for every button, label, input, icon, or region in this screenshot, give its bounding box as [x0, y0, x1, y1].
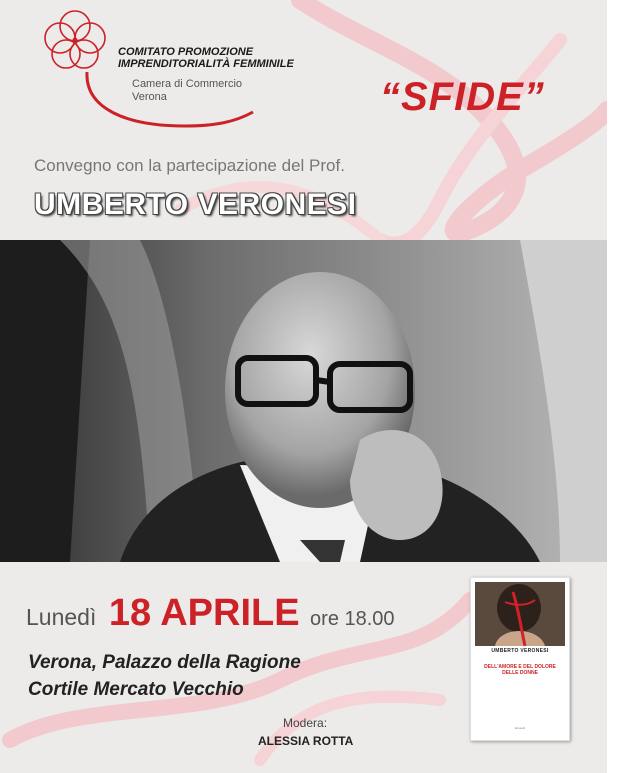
book-publisher: Einaudi: [514, 726, 525, 730]
event-date-line: [26, 592, 395, 632]
chamber-of-commerce-line1: Camera di Commercio: [132, 78, 243, 90]
event-title: “SFIDE”: [380, 75, 545, 119]
moderator-name: ALESSIA ROTTA: [258, 734, 354, 748]
venue-line1: Verona, Palazzo della Ragione: [28, 652, 301, 673]
conference-intro: Convegno con la partecipazione del Prof.: [34, 156, 345, 175]
book-cover-image: [475, 582, 565, 646]
event-date: 18 APRILE: [108, 592, 300, 634]
book-title: DELL'AMORE E DEL DOLORE DELLE DONNE: [484, 664, 556, 676]
speaker-photo: [0, 240, 607, 562]
book-cover: [470, 577, 570, 741]
organizer-name-line1: COMITATO PROMOZIONE: [118, 46, 254, 58]
organizer-name-line2: IMPRENDITORIALITÀ FEMMINILE: [118, 58, 294, 70]
event-time: ore 18.00: [310, 608, 395, 630]
moderator-label: Modera:: [283, 716, 328, 730]
chamber-of-commerce-line2: Verona: [132, 91, 167, 103]
speaker-name: UMBERTO VERONESI: [34, 188, 357, 221]
committee-logo-icon: [40, 4, 110, 74]
book-author: UMBERTO VERONESI: [491, 648, 549, 654]
event-day: Lunedì: [26, 604, 97, 630]
venue-line2: Cortile Mercato Vecchio: [28, 679, 244, 700]
